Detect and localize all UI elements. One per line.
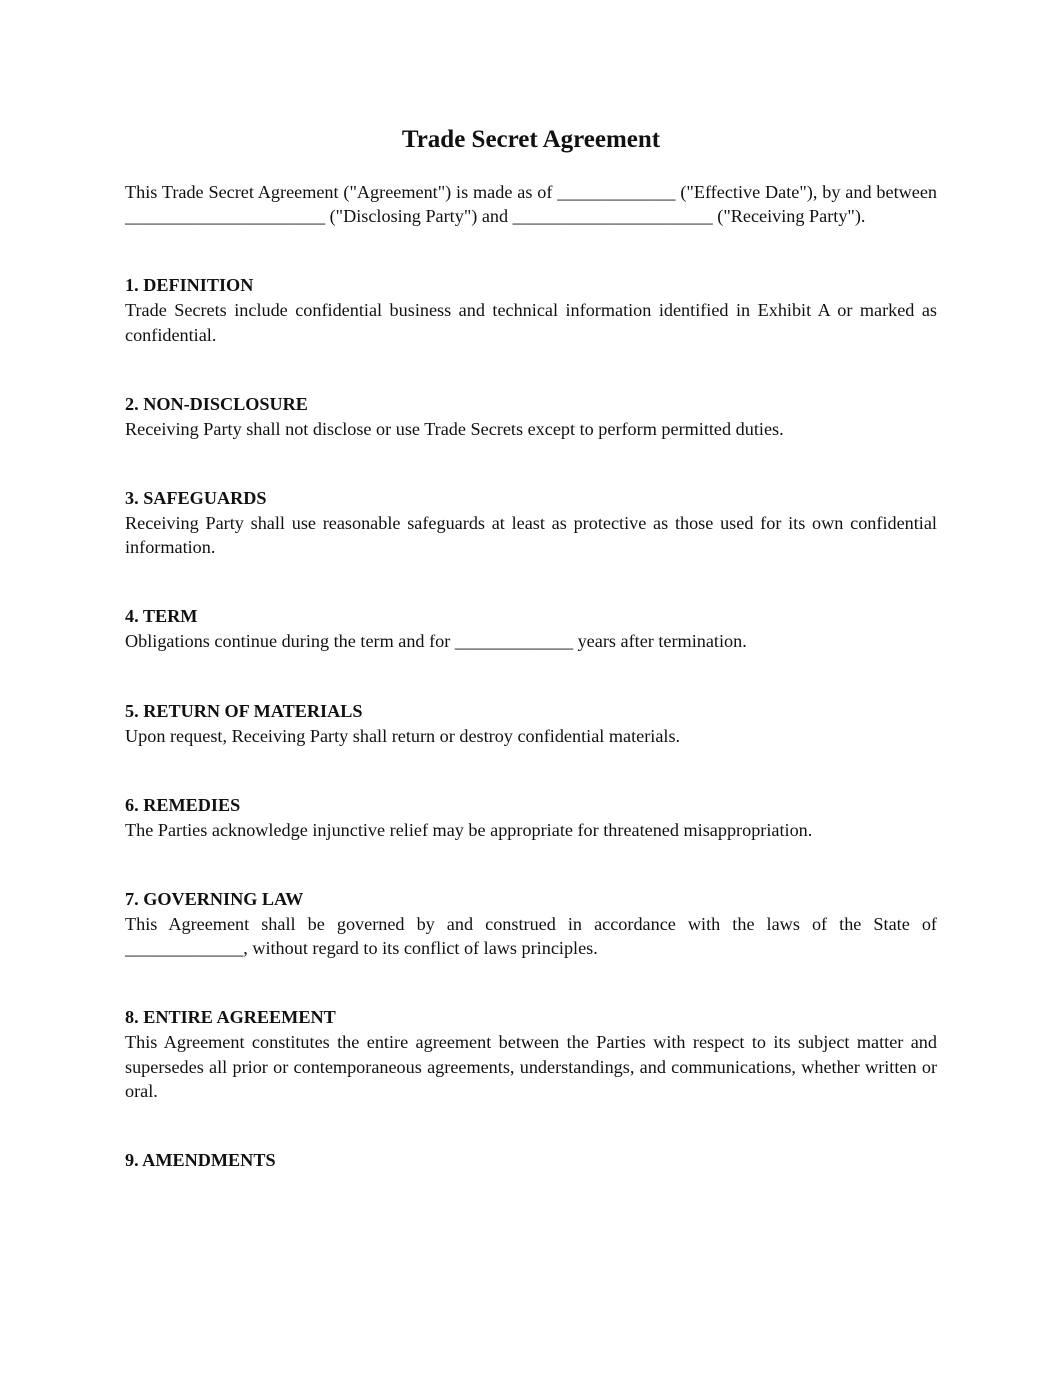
section-body: The Parties acknowledge injunctive relief may be appropriate for threatened misappropriation. — [125, 819, 813, 840]
section-definition — [125, 272, 937, 346]
section-heading: 7. GOVERNING LAW — [125, 889, 304, 910]
document-title: Trade Secret Agreement — [401, 126, 661, 153]
section-body: This Agreement constitutes the entire agreement between the Parties with respect to its subject matter and supersedes all prior or contemporaneous agreements, understandings, and communications, whether written or oral. — [125, 1032, 937, 1101]
section-heading: 8. ENTIRE AGREEMENT — [125, 1007, 336, 1028]
section-remedies — [125, 792, 937, 842]
section-heading: 9. AMENDMENTS — [125, 1150, 276, 1171]
section-body: Receiving Party shall use reasonable safeguards at least as protective as those used for its own confidential information. — [125, 513, 937, 558]
document-body — [125, 180, 937, 1217]
section-return-of-materials — [125, 698, 937, 748]
section-amendments — [125, 1147, 937, 1173]
section-heading: 3. SAFEGUARDS — [125, 488, 267, 509]
section-body: Obligations continue during the term and for _____________ years after termination. — [125, 631, 747, 652]
section-heading: 4. TERM — [125, 606, 198, 627]
section-term — [125, 603, 937, 653]
section-non-disclosure — [125, 391, 937, 441]
section-governing-law — [125, 886, 937, 960]
section-heading: 5. RETURN OF MATERIALS — [125, 700, 363, 721]
section-safeguards — [125, 485, 937, 559]
section-body: Receiving Party shall not disclose or use Trade Secrets except to perform permitted duties. — [125, 418, 784, 439]
section-entire-agreement — [125, 1004, 937, 1103]
section-heading: 6. REMEDIES — [125, 794, 241, 815]
section-body: Trade Secrets include confidential business and technical information identified in Exhibit A or marked as confidential. — [125, 300, 937, 345]
intro-paragraph: This Trade Secret Agreement ("Agreement") is made as of _____________ ("Effective Date"), by and between ______________________ ("Disclosing Party") and ______________________ ("Receiving Party"). — [125, 182, 937, 227]
section-body: Upon request, Receiving Party shall return or destroy confidential materials. — [125, 725, 681, 746]
section-heading: 1. DEFINITION — [125, 275, 254, 296]
section-body: This Agreement shall be governed by and construed in accordance with the laws of the State of _____________, without regard to its conflict of laws principles. — [125, 914, 937, 959]
section-heading: 2. NON-DISCLOSURE — [125, 393, 308, 414]
